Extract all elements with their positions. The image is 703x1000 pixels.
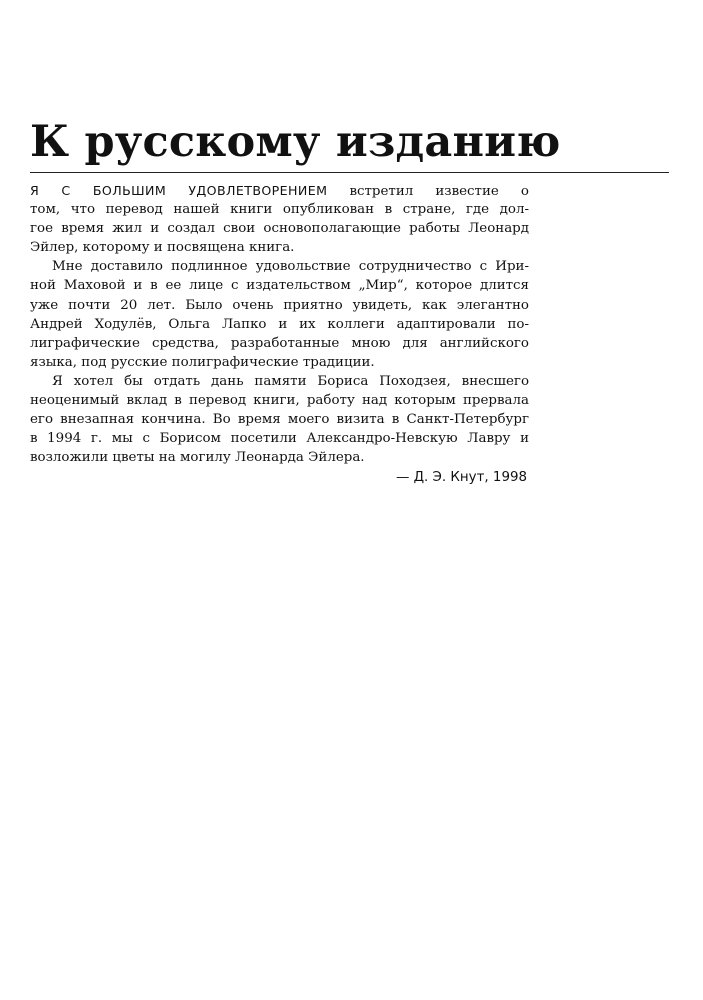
paragraph-1 — [30, 181, 529, 257]
paragraph-line: Эйлер, которому и посвящена книга. — [30, 240, 295, 256]
paragraph-line: том, что перевод нашей книги опубликован в стране, где дол- — [30, 202, 529, 218]
paragraph-line: его внезапная кончина. Во время моего визита в Санкт-Петербург — [30, 412, 529, 428]
paragraph-line: Я хотел бы отдать дань памяти Бориса Походзея, внесшего — [52, 373, 529, 389]
paragraph-line: Мне доставило подлинное удовольствие сотрудничество с Ири- — [52, 259, 529, 275]
paragraph-line: ной Маховой и в ее лице с издательством „Мир“, которое длится — [30, 278, 529, 294]
page-title: К русскому изданию — [30, 117, 561, 167]
paragraph-line: Андрей Ходулёв, Ольга Лапко и их коллеги адаптировали по- — [30, 316, 529, 332]
paragraph-line: в 1994 г. мы с Борисом посетили Александро-Невскую Лавру и — [30, 431, 529, 447]
paragraph-line: языка, под русские полиграфические традиции. — [30, 354, 375, 370]
paragraph-line — [30, 181, 529, 200]
paragraph-line: уже почти 20 лет. Было очень приятно увидеть, как элегантно — [30, 297, 529, 313]
paragraph-line: гое время жил и создал свои основополагающие работы Леонард — [30, 221, 529, 237]
paragraph-2 — [30, 257, 529, 372]
paragraph-line: неоценимый вклад в перевод книги, работу над которым прервала — [30, 393, 529, 409]
paragraph-line: возложили цветы на могилу Леонарда Эйлера. — [30, 450, 365, 466]
signature: — Д. Э. Кнут, 1998 — [395, 470, 527, 485]
paragraph-line-text: встретил известие о — [349, 184, 529, 199]
title-rule — [30, 172, 669, 173]
paragraph-3 — [30, 372, 529, 467]
body-text — [30, 181, 529, 467]
page — [30, 0, 669, 1000]
lead-in-smallcaps: Я С БОЛЬШИМ УДОВЛЕТВОРЕНИЕМ — [30, 183, 328, 198]
paragraph-line: лиграфические средства, разработанные мною для английского — [30, 335, 529, 351]
